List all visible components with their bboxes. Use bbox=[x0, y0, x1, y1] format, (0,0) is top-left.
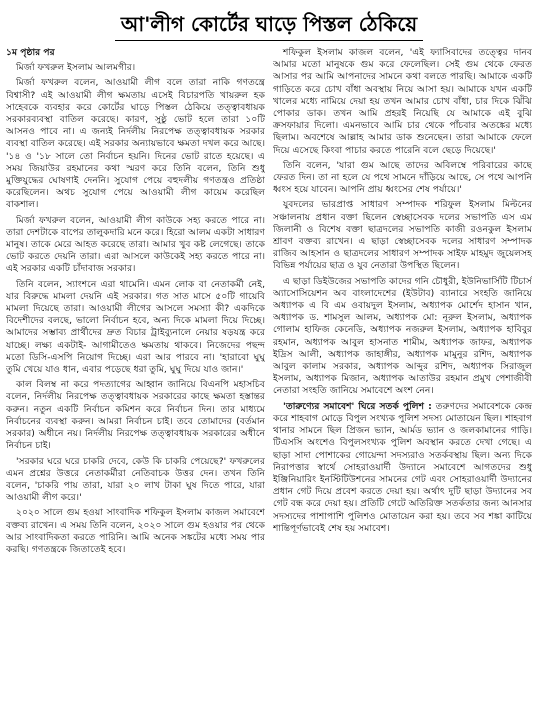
left-paragraph: মির্জা ফখরুল বলেন, আওয়ামী লীগ বলে তারা নাকি গণতন্ত্রে বিশ্বাসী? এই আওয়ামী লীগ ক্ষমতায় এসেই বিচারপতি খায়রুল হক সাহেবকে ব্যবহার করে কোর্টের ঘাড়ে পিস্তল ঠেকিয়ে তত্ত্বাবধায়ক সরকারব্যবস্থা বাতিল করেছে। কারণ, সুষ্ঠু ভোট হলে তারা ১০টি আসনও পাবে না। এ জন্যই নির্দলীয় নিরপেক্ষ তত্ত্বাবধায়ক সরকার ব্যবস্থা বাতিল করেছে। এই সরকার অন্যায়ভাবে ক্ষমতা দখল করে আছে। '১৪ ও '১৮ সালে তো নির্বাচন হয়নি। দিনের ভোট রাতে হয়েছে। এ সময় জিয়াউর রহমানের কথা স্মরণ করে তিনি বলেন, তিনি শুধু মুক্তিযুদ্ধের ঘোষণাই দেননি। সুযোগ পেয়ে বহুদলীয় গণতন্ত্রও প্রতিষ্ঠা করেছিলেন। অথচ সুযোগ পেয়ে আওয়ামী লীগ কায়েম করেছিল বাকশাল। bbox=[6, 77, 265, 211]
headline-block bbox=[6, 10, 532, 41]
right-paragraph: যুবদলের ভারপ্রাপ্ত সাধারণ সম্পাদক শরিফুল ইসলাম মিল্টনের সঞ্চালনায় প্রধান বক্তা ছিলেন স্বেচ্ছাসেবক দলের সভাপতি এস এম জিলানী ও বিশেষ বক্তা ছাত্রদলের সভাপতি কাজী রওনকুল ইসলাম শ্রাবণ বক্তব্য রাখেন। এ ছাড়া স্বেচ্ছাসেবক দলের সাধারণ সম্পাদক রাজিব আহসান ও ছাত্রদলের সাধারণ সম্পাদক সাইফ মাহমুদ জুয়েলসহ বিভিন্ন পর্যায়ের ছাত্র ও যুব নেতারা উপস্থিত ছিলেন। bbox=[273, 199, 532, 272]
left-column bbox=[6, 47, 265, 715]
section-paragraph bbox=[273, 401, 532, 535]
left-paragraph: মির্জা ফখরুল বলেন, আওয়ামী লীগ কাউকে সহ্য করতে পারে না। তারা দেশটাকে বাপের তালুকদারি মনে করে। হিরো আলম একটা সাধারণ মানুষ। তাকে মেরে আহত করেছে তারা। আমার খুব কষ্ট লেগেছে। তাকে ভোট করতে দেয়নি তারা। এরা আসলে কাউকেই সহ্য করতে পারে না। এই সরকার একটি চাঁদাবাজ সরকার। bbox=[6, 214, 265, 275]
right-paragraph: এ ছাড়া ডিইউজের সভাপতি কাদের গনি চৌধুরী, ইউনিভার্সিটি টিচার্স অ্যাসোসিয়েশন অব বাংলাদেশের (ইউটাব) ব্যানারে সংহতি জানিয়ে অধ্যাপক এ বি এম ওবায়দুল ইসলাম, অধ্যাপক মোর্শেদ হাসান খান, অধ্যাপক ড. শামসুল আলম, অধ্যাপক মো: নূরুল ইসলাম, অধ্যাপক গোলাম হাফিজ কেনেডি, অধ্যাপক নজরুল ইসলাম, অধ্যাপক হাবিবুর রহমান, অধ্যাপক আবুল হাসনাত শামীম, অধ্যাপক জাফর, অধ্যাপক ইদ্রিস আলী, অধ্যাপক জাহাঙ্গীর, অধ্যাপক মামুনুর রশিদ, অধ্যাপক আবুল কালাম সরকার, অধ্যাপক আব্দুর রশিদ, অধ্যাপক সিরাজুল ইসলাম, অধ্যাপক মিজান, অধ্যাপক আতাউর রহমান প্রমুখ পেশাজীবী নেতারা সংহতি জানিয়ে সমাবেশে অংশ নেন। bbox=[273, 275, 532, 397]
right-paragraph: তিনি বলেন, 'যারা গুম আছে তাদের অবিলম্বে পরিবারের কাছে ফেরত দিন। তা না হলে যে পথে সামনে দাঁড়িয়ে আছে, সে পথে আপনি ধ্বংস হয়ে যাবেন। আপনি প্রায় ধ্বংসের শেষ পর্যায়ে।' bbox=[273, 159, 532, 196]
left-paragraph: মির্জা ফখরুল ইসলাম আলমগীর। bbox=[16, 62, 136, 74]
headline: আ'লীগ কোর্টের ঘাড়ে পিস্তল ঠেকিয়ে bbox=[115, 10, 423, 41]
right-column bbox=[273, 47, 532, 715]
continued-label: ১ম পৃষ্ঠার পর bbox=[6, 47, 55, 58]
left-paragraph: কাল বিলম্ব না করে পদত্যাগের আহ্বান জানিয়ে বিএনপি মহাসচিব বলেন, নির্দলীয় নিরপেক্ষ তত্ত্বাবধায়ক সরকারের কাছে ক্ষমতা হস্তান্তর করুন। নতুন একটি নির্বাচন কমিশন করে নির্বাচন দিন। তার মাধ্যমে নির্বাচনের ব্যবস্থা করুন। আমরা নির্বাচন চাই। তবে তোমাদের (বর্তমান সরকার) অধীনে নয়। নির্দলীয় নিরপেক্ষ তত্ত্বাবধায়ক সরকারের অধীনে নির্বাচন চাই। bbox=[6, 379, 265, 452]
section-lead: তরুণদের সমাবেশকে কেন্দ্র করে শাহবাগ মোড়ে বিপুল সংখ্যক পুলিশ সদস্য মোতায়েন ছিল। শাহবাগ থানার সামনে ছিল প্রিজন ভ্যান, আর্মড ভ্যান ও জলকামানের গাড়ি। টিএসসি অংশেও বিপুলসংখ্যক পুলিশ অবস্থান করতে দেখা গেছে। এ ছাড়া সাদা পোশাকের গোয়েন্দা সদস্যরাও সতর্কবস্থায় ছিল। অন্য দিকে নিরাপত্তার স্বার্থে সোহরাওয়ার্দী উদ্যানে সমাবেশে আগতদের শুধু ইঞ্জিনিয়ারিং ইনস্টিটিউশনের সামনের গেট এবং সোহরাওয়ার্দী উদ্যানের প্রধান গেট দিয়ে প্রবেশ করতে দেয়া হয়। অর্থাৎ দুটি ছাড়া উদ্যানের সব গেট বন্ধ করে দেয়া হয়। প্রতিটি গেটে অতিরিক্ত সতর্কতার জন্য আনসার সদস্যদের পাশাপাশি পুলিশও মোতায়েন করা হয়। তবে সব শঙ্কা কাটিয়ে শান্তিপূর্ণভাবেই শেষ হয় সমাবেশ। bbox=[273, 400, 532, 534]
right-paragraph: শফিকুল ইসলাম কাজল বলেন, 'এই ফ্যাসিবাদের তত্ত্বের দানব আমার মতো মানুষকে গুম করে ফেলেছিল। সেই গুম থেকে ফেরত আসার পর আমি আপনাদের সামনে কথা বলতে পারছি। আমাকে একটি গাড়িতে করে চোখ বাঁধা অবস্থায় নিয়ে আসা হয়। আমাকে যখন একটি খালের মধ্যে নামিয়ে দেয়া হয় তখন আমার চোখ বাঁধা, চার দিকে ঝিঁঝি পোকার ডাক। তখন আমি প্রহরই নিয়েছি যে আমাকে এই বুঝি ক্রসফায়ার দিলো। এমনভাবে আমি চার থেকে পাঁচবার অতঙ্কের মধ্যে ছিলাম। অবশেষে আল্লাহ আমার ডাক শুনেছেন। তারা আমাকে ফেলে দিয়ে এসেছে কিংবা পাচার করতে পারেনি বলে ছেড়ে দিয়েছে।' bbox=[273, 47, 532, 156]
left-paragraph: 'সরকার ঘরে ঘরে চাকরি দেবে, কেউ কি চাকরি পেয়েছে?' ফখরুলের এমন প্রশ্নের উত্তরে নেতাকর্মীরা নেতিবাচক উত্তর দেন। তখন তিনি বলেন, 'চাকরি পায় তারা, যারা ২০ লাখ টাকা ঘুষ দিতে পারে, যারা আওয়ামী লীগ করে।' bbox=[6, 455, 265, 504]
section-heading: 'তারুণ্যের সমাবেশ' ঘিরে সতর্ক পুলিশ : bbox=[283, 400, 432, 412]
article-columns bbox=[6, 47, 532, 715]
left-paragraph: ২০২০ সালে গুম হওয়া সাংবাদিক শফিকুল ইসলাম কাজল সমাবেশে বক্তব্য রাখেন। এ সময় তিনি বলেন, ২০২০ সালে গুম হওয়ার পর থেকে আর সাংবাদিকতা করতে পারিনি। আমি অনেক সঙ্কটের মধ্যে সময় পার করছি। গণতন্ত্রকে জিতাতেই হবে। bbox=[6, 507, 265, 555]
left-paragraph: তিনি বলেন, স্যাংশনে এরা থামেনি। এমন লোক বা নেতাকর্মী নেই, যার বিরুদ্ধে মামলা দেয়নি এই সরকার। গত সাত মাসে ৫০টি গায়েবি মামলা দিয়েছে তারা। আওয়ামী লীগের আসলে সমস্যা কী? একদিকে বিদেশীদের বলছে, ভালো নির্বাচন হবে, অন্য দিকে মামলা দিয়ে দিচ্ছে। আমাদের সম্ভাব্য প্রার্থীদের দ্রুত বিচার ট্রাইব্যুনালে নেয়ার ষড়যন্ত্র করে যাচ্ছে। লক্ষ্য একটাই- আগামীতেও ক্ষমতায় থাকবে। নিজেদের পছন্দ মতো ডিসি-এসপি নিয়োগ দিচ্ছে। এরা আর পারবে না। 'হারাবো ঘুঘু তুমি খেয়ে যাও ধান, এবার পড়েছে ধরা তুমি, ঘুঘু দিয়ে যাও জান।' bbox=[6, 278, 265, 376]
